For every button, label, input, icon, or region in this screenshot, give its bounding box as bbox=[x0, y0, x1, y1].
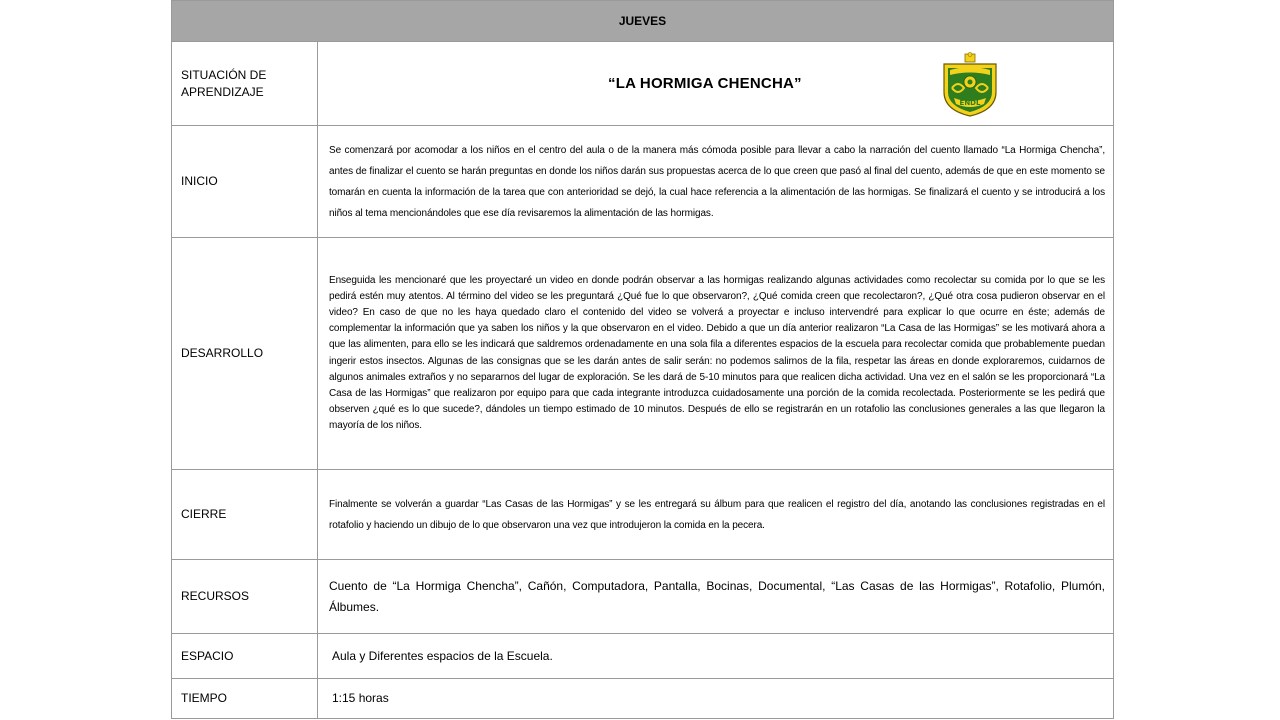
lesson-plan-sheet bbox=[171, 0, 1113, 718]
tiempo-row bbox=[172, 679, 1114, 719]
situation-title: “LA HORMIGA CHENCHA” bbox=[608, 75, 802, 92]
inicio-row bbox=[172, 126, 1114, 238]
inicio-cell bbox=[318, 126, 1114, 238]
desarrollo-label: DESARROLLO bbox=[172, 238, 318, 470]
situacion-title-cell bbox=[318, 42, 1114, 126]
inicio-text: Se comenzará por acomodar a los niños en el centro del aula o de la manera más cómoda posible para llevar a cabo la narración del cuento llamado “La Hormiga Chencha”, antes de finalizar el cuento se harán preguntas en donde los niños darán sus propuestas acerca de lo que creen que pasó al final del cuento, además de que en este momento se tomarán en cuenta la información de la tarea que con anterioridad se dejó, la cual hace referencia a la alimentación de las hormigas. Se finalizará el cuento y se introducirá a los niños al tema mencionándoles que ese día revisaremos la alimentación de las hormigas. bbox=[329, 144, 1106, 219]
espacio-cell bbox=[318, 634, 1114, 679]
recursos-text: Cuento de “La Hormiga Chencha”, Cañón, Computadora, Pantalla, Bocinas, Documental, “Las Casas de las Hormigas”, Rotafolio, Plumón, Álbumes. bbox=[329, 578, 1106, 614]
cierre-label: CIERRE bbox=[172, 470, 318, 560]
logo-lettering: ENDL bbox=[959, 99, 981, 107]
espacio-text: Aula y Diferentes espacios de la Escuela. bbox=[332, 648, 553, 663]
day-header-row bbox=[172, 1, 1114, 42]
lesson-plan-table bbox=[171, 0, 1114, 719]
situacion-row bbox=[172, 42, 1114, 126]
recursos-cell bbox=[318, 560, 1114, 634]
recursos-label: RECURSOS bbox=[172, 560, 318, 634]
school-shield-logo bbox=[938, 52, 1002, 118]
situacion-label: SITUACIÓN DE APRENDIZAJE bbox=[172, 42, 318, 126]
cierre-text: Finalmente se volverán a guardar “Las Casas de las Hormigas” y se les entregará su álbum para que realicen el registro del día, anotando las conclusiones registradas en el rotafolio y haciendo un dibujo de lo que observaron una vez que introdujeron la comida en la pecera. bbox=[329, 498, 1106, 531]
tiempo-cell bbox=[318, 679, 1114, 719]
tiempo-text: 1:15 horas bbox=[332, 691, 389, 705]
desarrollo-text: Enseguida les mencionaré que les proyectaré un video en donde podrán observar a las hormigas realizando algunas actividades como recolectar su comida por lo que se les pedirá estén muy atentos. Al término del video se les preguntará ¿Qué fue lo que observaron?, ¿Qué comida creen que recolectaron?, ¿Qué otra cosa pudieron observar en el video? En caso de que no les haya quedado claro el contenido del video se volverá a proyectar e incluso intervendré para explicar lo que ocurre en éste; además de complementar la información que ya saben los niños y la que observaron en el video. Debido a que un día anterior realizaron “La Casa de las Hormigas” se les motivará ahora a que las alimenten, para ello se les indicará que saldremos ordenadamente en una sola fila a diferentes espacios de la escuela para recolectar comida que probablemente puedan ingerir estos insectos. Algunas de las consignas que se les darán antes de salir serán: no podemos salirnos de la fila, respetar las áreas en donde exploraremos, cuidarnos de algunos animales extraños y no separarnos del lugar de exploración. Se les dará de 5-10 minutos para que realicen dicha actividad. Una vez en el salón se les proporcionará “La Casa de las Hormigas” que realizaron por equipo para que cada integrante introduzca cuidadosamente una porción de la comida recolectada. Posteriormente se les pedirá que observen ¿qué es lo que sucede?, dándoles un tiempo estimado de 10 minutos. Después de ello se registrarán en un rotafolio las conclusiones generales a las que llegaron la mayoría de los niños. bbox=[329, 275, 1106, 431]
day-header: JUEVES bbox=[172, 1, 1114, 42]
cierre-cell bbox=[318, 470, 1114, 560]
desarrollo-row bbox=[172, 238, 1114, 470]
espacio-row bbox=[172, 634, 1114, 679]
recursos-row bbox=[172, 560, 1114, 634]
tiempo-label: TIEMPO bbox=[172, 679, 318, 719]
inicio-label: INICIO bbox=[172, 126, 318, 238]
cierre-row bbox=[172, 470, 1114, 560]
espacio-label: ESPACIO bbox=[172, 634, 318, 679]
desarrollo-cell bbox=[318, 238, 1114, 470]
